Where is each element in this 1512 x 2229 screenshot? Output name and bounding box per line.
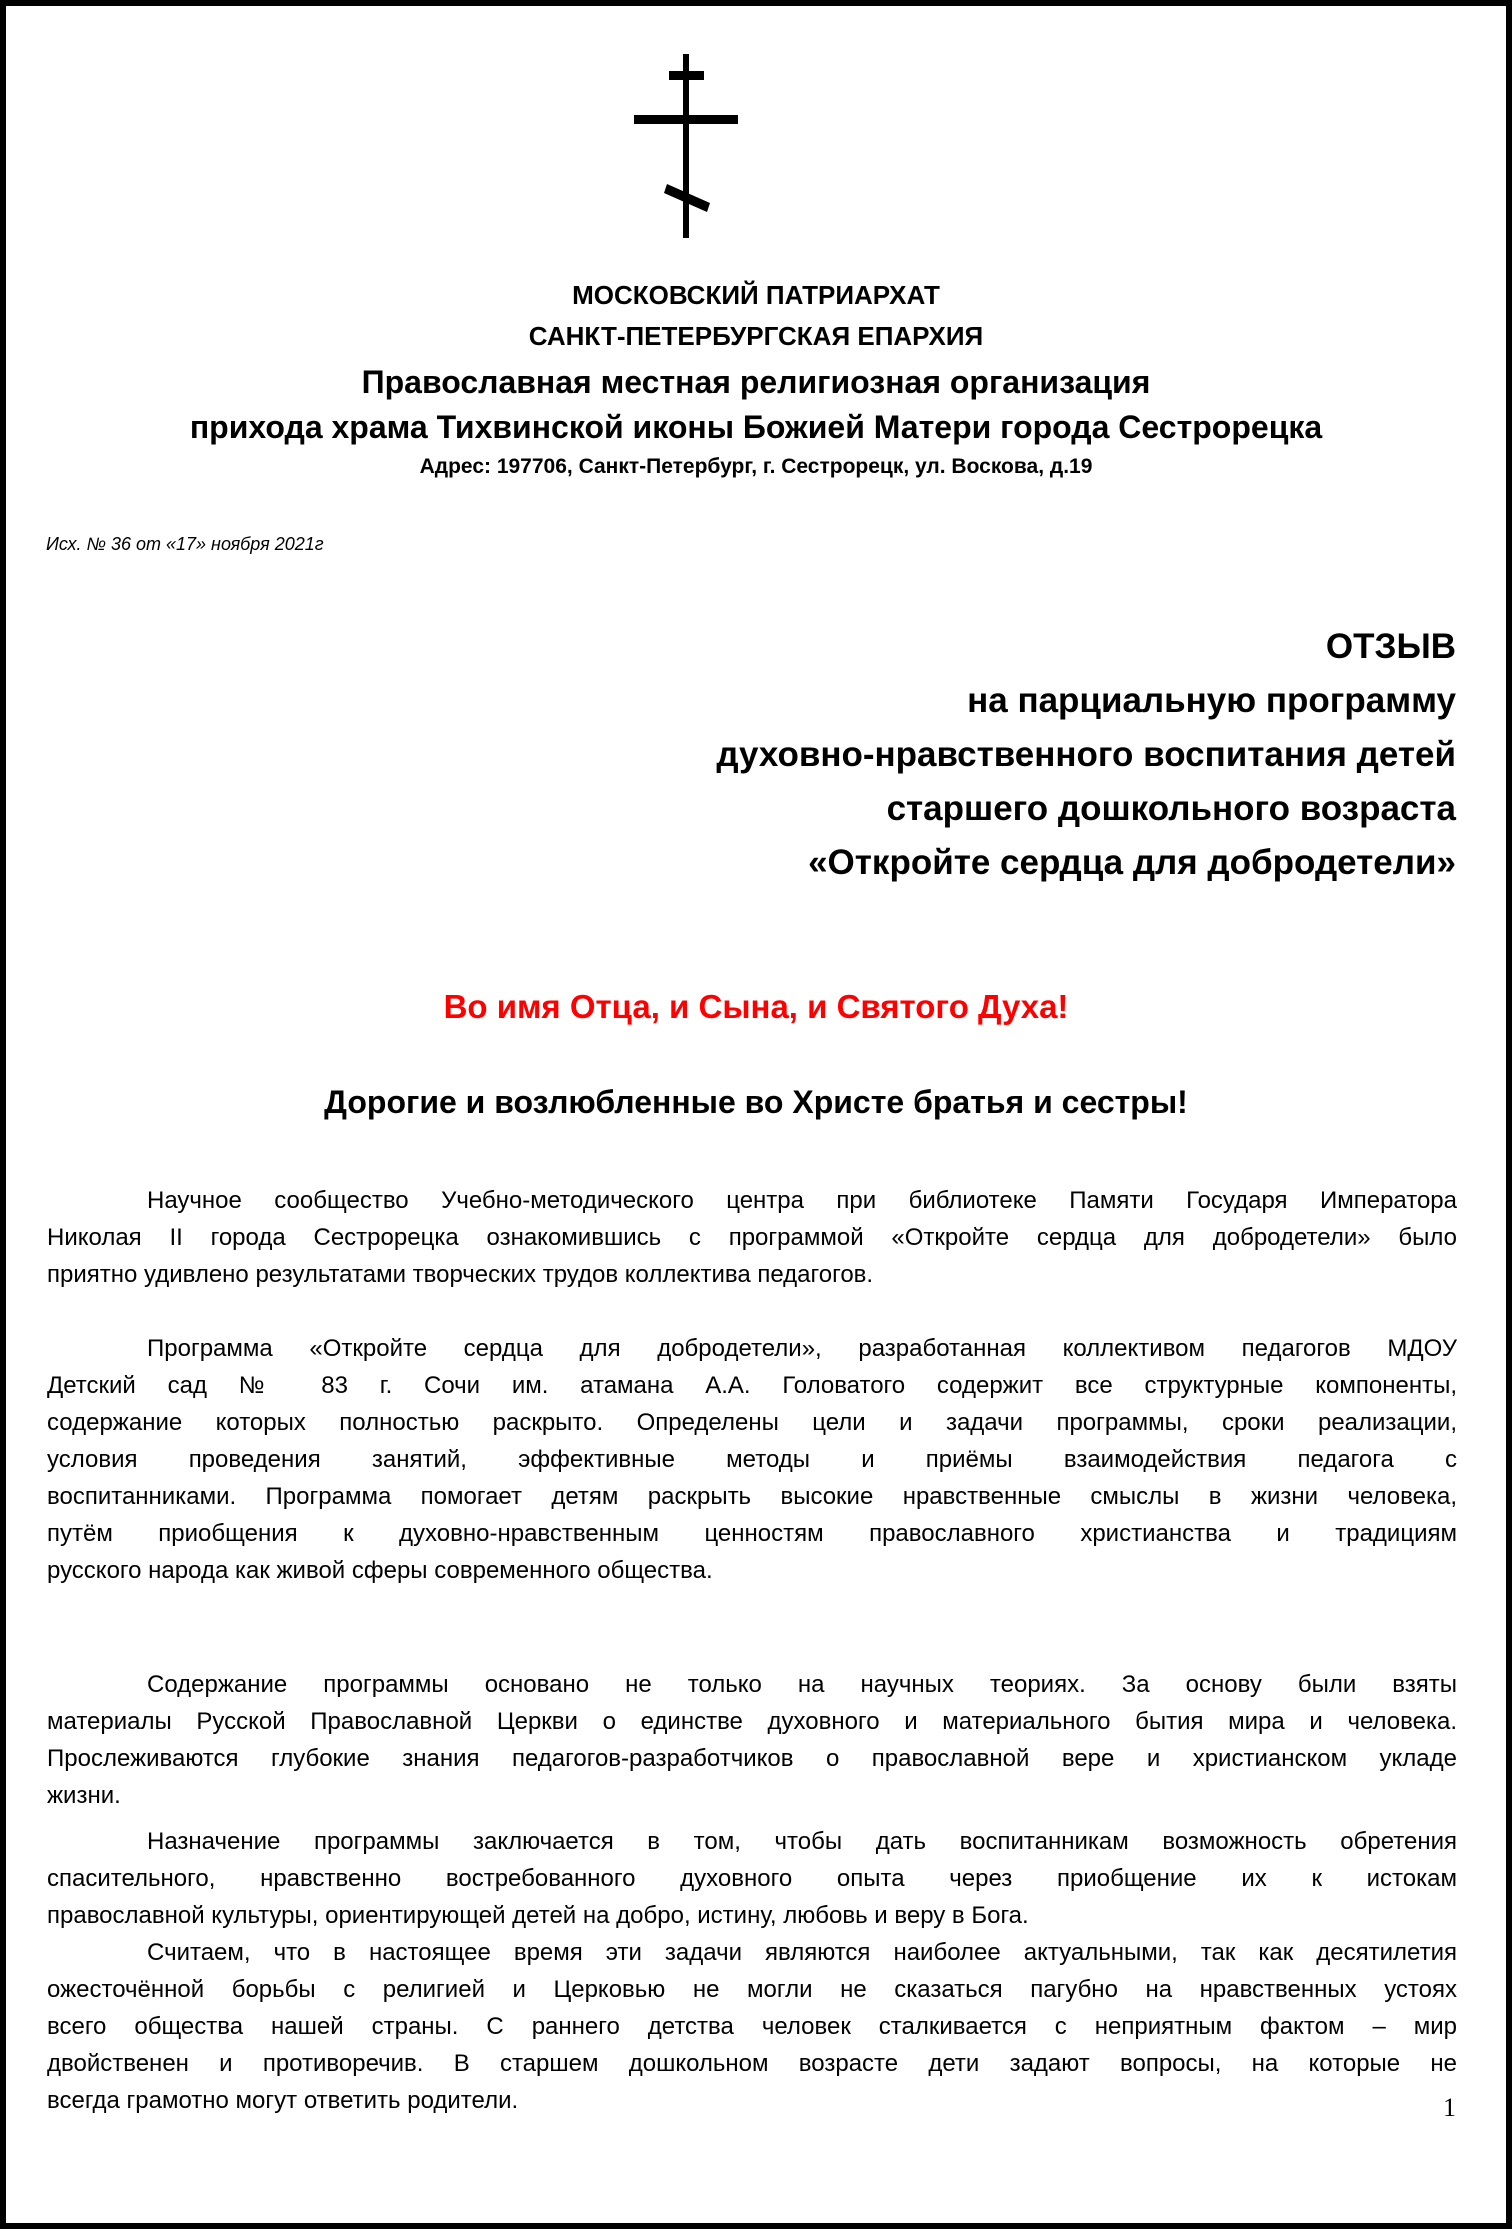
text-line: условия проведения занятий, эффективные методы и приёмы взаимодействия педагога с bbox=[47, 1446, 1457, 1473]
text-line: содержание которых полностью раскрыто. Определены цели и задачи программы, сроки реализации, bbox=[47, 1409, 1457, 1436]
text-line: Научное сообщество Учебно-методического центра при библиотеке Памяти Государя Императора bbox=[147, 1187, 1457, 1214]
header-eparchy: САНКТ-ПЕТЕРБУРГСКАЯ ЕПАРХИЯ bbox=[528, 321, 984, 351]
paragraph-1 bbox=[47, 1182, 1457, 1293]
text-line: путём приобщения к духовно-нравственным ценностям православного христианства и традициям bbox=[47, 1520, 1457, 1547]
title-line: ОТЗЫВ bbox=[1325, 627, 1456, 666]
text-line: Считаем, что в настоящее время эти задачи являются наиболее актуальными, так как десятилетия bbox=[147, 1939, 1457, 1966]
title-line: на парциальную программу bbox=[967, 681, 1456, 720]
text-line: ожесточённой борьбы с религией и Церковью не могли не сказаться пагубно на нравственных устоях bbox=[47, 1976, 1457, 2003]
text-line: православной культуры, ориентирующей детей на добро, истину, любовь и веру в Бога. bbox=[47, 1902, 1029, 1929]
text-line: спасительного, нравственно востребованного духовного опыта через приобщение их к истокам bbox=[47, 1865, 1457, 1892]
text-line: двойственен и противоречив. В старшем дошкольном возрасте дети задают вопросы, на которые не bbox=[47, 2050, 1457, 2077]
title-line: «Откройте сердца для добродетели» bbox=[808, 843, 1456, 882]
header-address: Адрес: 197706, Санкт-Петербург, г. Сестрорецк, ул. Воскова, д.19 bbox=[419, 455, 1093, 478]
greeting: Дорогие и возлюбленные во Христе братья и сестры! bbox=[324, 1084, 1188, 1120]
document-title bbox=[716, 620, 1456, 890]
paragraph-3 bbox=[47, 1666, 1457, 1814]
text-line: Детский сад № 83 г. Сочи им. атамана А.А. Головатого содержит все структурные компоненты, bbox=[47, 1372, 1457, 1399]
text-line: Назначение программы заключается в том, чтобы дать воспитанникам возможность обретения bbox=[147, 1828, 1457, 1855]
text-line: русского народа как живой сферы современного общества. bbox=[47, 1557, 713, 1584]
blessing: Во имя Отца, и Сына, и Святого Духа! bbox=[443, 988, 1069, 1025]
header-organization: Православная местная религиозная организация bbox=[361, 364, 1151, 400]
header-patriarchate: МОСКОВСКИЙ ПАТРИАРХАТ bbox=[572, 280, 940, 310]
paragraph-4 bbox=[47, 1823, 1457, 2119]
text-line: приятно удивлено результатами творческих трудов коллектива педагогов. bbox=[47, 1261, 874, 1288]
header-parish: прихода храма Тихвинской иконы Божией Матери города Сестрорецка bbox=[189, 409, 1323, 445]
text-line: всего общества нашей страны. С раннего детства человек сталкивается с неприятным фактом – мир bbox=[47, 2013, 1457, 2040]
text-line: Содержание программы основано не только на научных теориях. За основу были взяты bbox=[147, 1671, 1457, 1698]
page-number: 1 bbox=[1443, 2093, 1456, 2122]
text-line: Николая II города Сестрорецка ознакомившись с программой «Откройте сердца для добродетели» было bbox=[47, 1224, 1457, 1251]
text-line: материалы Русской Православной Церкви о единстве духовного и материального бытия мира и человека. bbox=[47, 1708, 1457, 1735]
text-line: Программа «Откройте сердца для добродетели», разработанная коллективом педагогов МДОУ bbox=[147, 1335, 1457, 1362]
title-line: духовно-нравственного воспитания детей bbox=[716, 735, 1456, 774]
paragraph-2 bbox=[47, 1330, 1457, 1589]
text-line: всегда грамотно могут ответить родители. bbox=[47, 2087, 519, 2114]
orthodox-cross-icon bbox=[634, 54, 738, 238]
text-line: Прослеживаются глубокие знания педагогов-разработчиков о православной вере и христианском укладе bbox=[47, 1745, 1457, 1772]
text-line: воспитанниками. Программа помогает детям раскрыть высокие нравственные смыслы в жизни человека, bbox=[47, 1483, 1457, 1510]
title-line: старшего дошкольного возраста bbox=[886, 789, 1456, 828]
text-line: жизни. bbox=[47, 1782, 121, 1809]
outgoing-reference: Исх. № 36 от «17» ноября 2021г bbox=[46, 534, 324, 554]
